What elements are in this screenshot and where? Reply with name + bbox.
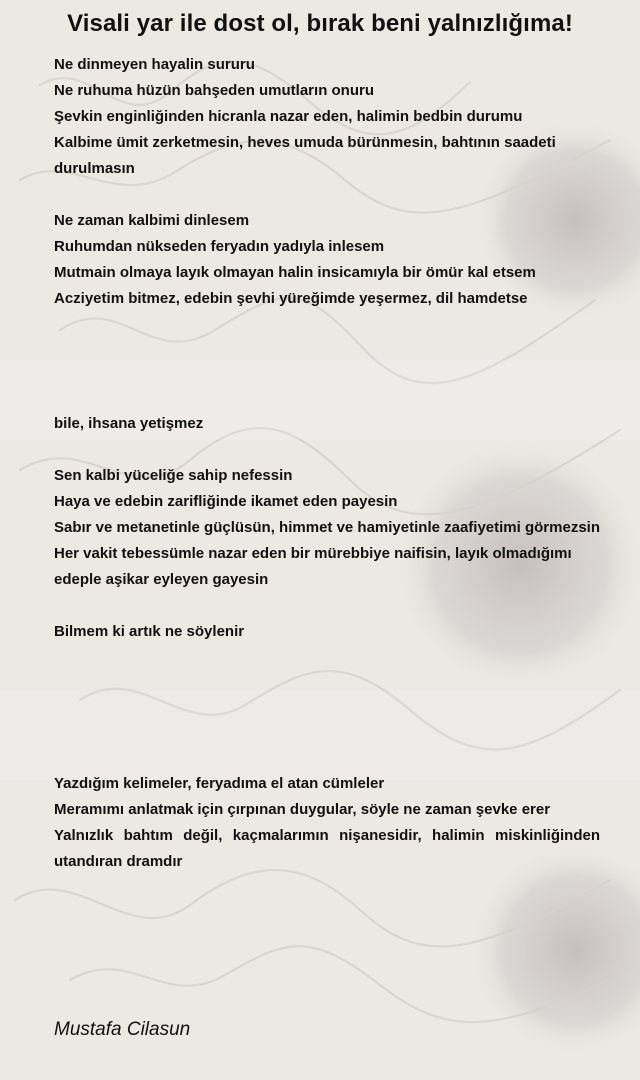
poem-stanza-3: [54, 411, 600, 437]
poem-line: Sabır ve metanetinle güçlüsün, himmet ve hamiyetinle zaafiyetimi görmezsin: [54, 519, 600, 536]
poem-line: Şevkin enginliğinden hicranla nazar eden, halimin bedbin durumu: [54, 108, 523, 125]
poem-section-3: [54, 771, 600, 901]
poem-line: Ne zaman kalbimi dinlesem: [54, 212, 250, 229]
poem-line: Ne dinmeyen hayalin sururu: [54, 56, 255, 73]
poem-stanza-2: [54, 208, 600, 312]
poem-stanza-4: [54, 463, 600, 593]
poem-stanza-6: [54, 771, 600, 875]
poem-line: Haya ve edebin zarifliğinde ikamet eden payesin: [54, 493, 398, 510]
poem-line: Kalbime ümit zerketmesin, heves umuda bürünmesin, bahtının saadeti durulmasın: [54, 134, 556, 177]
poem-stanza-1: [54, 52, 600, 182]
poem-line: Ruhumdan nükseden feryadın yadıyla inlesem: [54, 238, 385, 255]
poem-line: Bilmem ki artık ne söylenir: [54, 623, 245, 640]
poem-line: bile, ihsana yetişmez: [54, 415, 204, 432]
poem-line: Mutmain olmaya layık olmayan halin insicamıyla bir ömür kal etsem: [54, 264, 536, 281]
poem-line: Yalnızlık bahtım değil, kaçmalarımın nişanesidir, halimin miskinliğinden utandıran dramdır: [54, 827, 600, 870]
poem-line: Yazdığım kelimeler, feryadıma el atan cümleler: [54, 775, 385, 792]
poem-line: Ne ruhuma hüzün bahşeden umutların onuru: [54, 82, 375, 99]
poem-section-1: [54, 52, 600, 338]
poem-line: Her vakit tebessümle nazar eden bir mürebbiye naifisin, layık olmadığımı edeple aşikar eyleyen gayesin: [54, 545, 572, 588]
author-name: Mustafa Cilasun: [54, 1019, 191, 1040]
poem-line: Acziyetim bitmez, edebin şevhi yüreğimde yeşermez, dil hamdetse: [54, 290, 528, 307]
poem-stanza-5: [54, 619, 600, 645]
poem-line: Sen kalbi yüceliğe sahip nefessin: [54, 467, 293, 484]
poem-line: Meramımı anlatmak için çırpınan duygular, söyle ne zaman şevke erer: [54, 801, 551, 818]
poem-section-2: [54, 411, 600, 671]
poem-title: Visali yar ile dost ol, bırak beni yalnızlığıma!: [67, 10, 573, 37]
